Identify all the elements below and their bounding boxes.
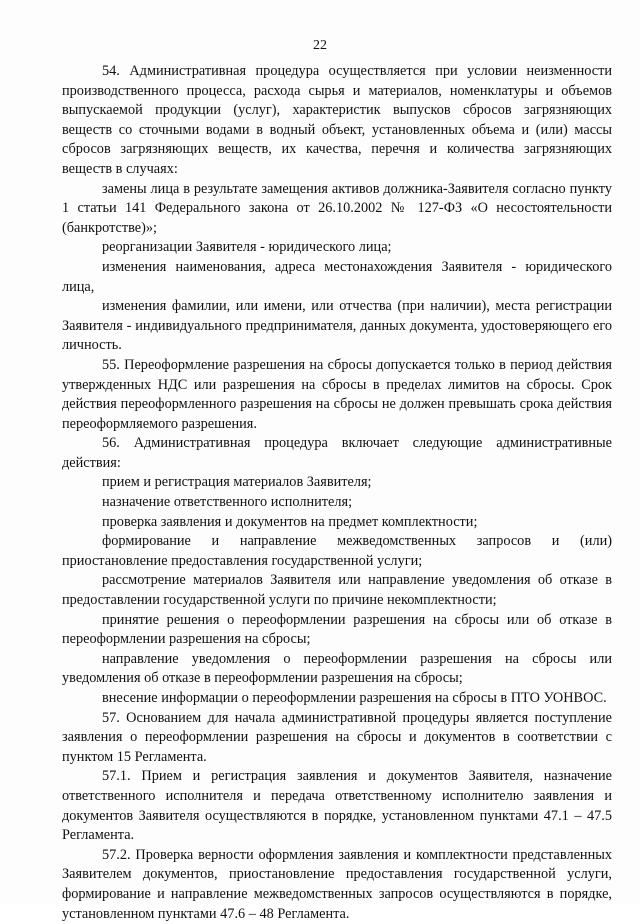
- paragraph-case-asset-replacement: замены лица в результате замещения активов должника-Заявителя согласно пункту 1 статьи 141 Федерального закона от 26.10.2002 № 127-ФЗ «О несостоятельности (банкротстве)»;: [62, 180, 612, 236]
- paragraph-54: 54. Административная процедура осуществляется при условии неизменности производственного процесса, расхода сырья и материалов, номенклатуры и объемов выпускаемой продукции (услуг), характеристик выпусков сбросов загрязняющих веществ со сточными водами в водный объект, установленных объема и (или) массы сбросов загрязняющих веществ, их качества, перечня и количества загрязняющих веществ в случаях:: [62, 63, 612, 177]
- page-number: 22: [313, 38, 327, 53]
- paragraph-action-notification: направление уведомления о переоформлении разрешения на сбросы или уведомления об отказе в переоформлении разрешения на сбросы;: [62, 650, 612, 687]
- paragraph-55: 55. Переоформление разрешения на сбросы допускается только в период действия утвержденных НДС или разрешения на сбросы в пределах лимитов на сбросы. Срок действия переоформленного разрешения на сбросы не должен превышать срока действия переоформляемого разрешения.: [62, 356, 612, 432]
- paragraph-case-name-change-individual: изменения фамилии, или имени, или отчества (при наличии), места регистрации Заявителя - индивидуального предпринимателя, данных документа, удостоверяющего его личность.: [62, 298, 612, 354]
- paragraph-action-review: рассмотрение материалов Заявителя или направление уведомления об отказе в предоставлении государственной услуги по причине некомплектности;: [62, 572, 612, 609]
- paragraph-action-reception: прием и регистрация материалов Заявителя;: [102, 474, 372, 491]
- paragraph-action-requests: формирование и направление межведомственных запросов и (или) приостановление предоставления государственной услуги;: [62, 533, 612, 569]
- paragraph-action-check: проверка заявления и документов на предмет комплектности;: [102, 513, 478, 530]
- paragraph-case-reorganization: реорганизации Заявителя - юридического лица;: [102, 239, 392, 256]
- document-body: [62, 62, 612, 924]
- paragraph-56: 56. Административная процедура включает следующие административные действия:: [62, 435, 612, 471]
- paragraph-57-2: 57.2. Проверка верности оформления заявления и комплектности представленных Заявителем документов, приостановление предоставления государственной услуги, формирование и направление межведомственных запросов осуществляются в порядке, установленном пунктами 47.6 – 48 Регламента.: [62, 846, 612, 922]
- paragraph-57: 57. Основанием для начала административной процедуры является поступление заявления о переоформлении разрешения на сбросы и документов в соответствии с пунктом 15 Регламента.: [62, 709, 612, 765]
- paragraph-action-assignment: назначение ответственного исполнителя;: [102, 494, 353, 511]
- paragraph-action-decision: принятие решения о переоформлении разрешения на сбросы или об отказе в переоформлении разрешения на сбросы;: [62, 611, 612, 648]
- paragraph-case-name-change-legal: изменения наименования, адреса местонахождения Заявителя - юридического лица,: [62, 258, 612, 295]
- paragraph-action-registry: внесение информации о переоформлении разрешения на сбросы в ПТО УОНВОС.: [102, 690, 607, 706]
- paragraph-57-1: 57.1. Прием и регистрация заявления и документов Заявителя, назначение ответственного исполнителя и передача ответственному исполнителю заявления и документов Заявителя осуществляются в порядке, установленном пунктами 47.1 – 47.5 Регламента.: [62, 768, 612, 844]
